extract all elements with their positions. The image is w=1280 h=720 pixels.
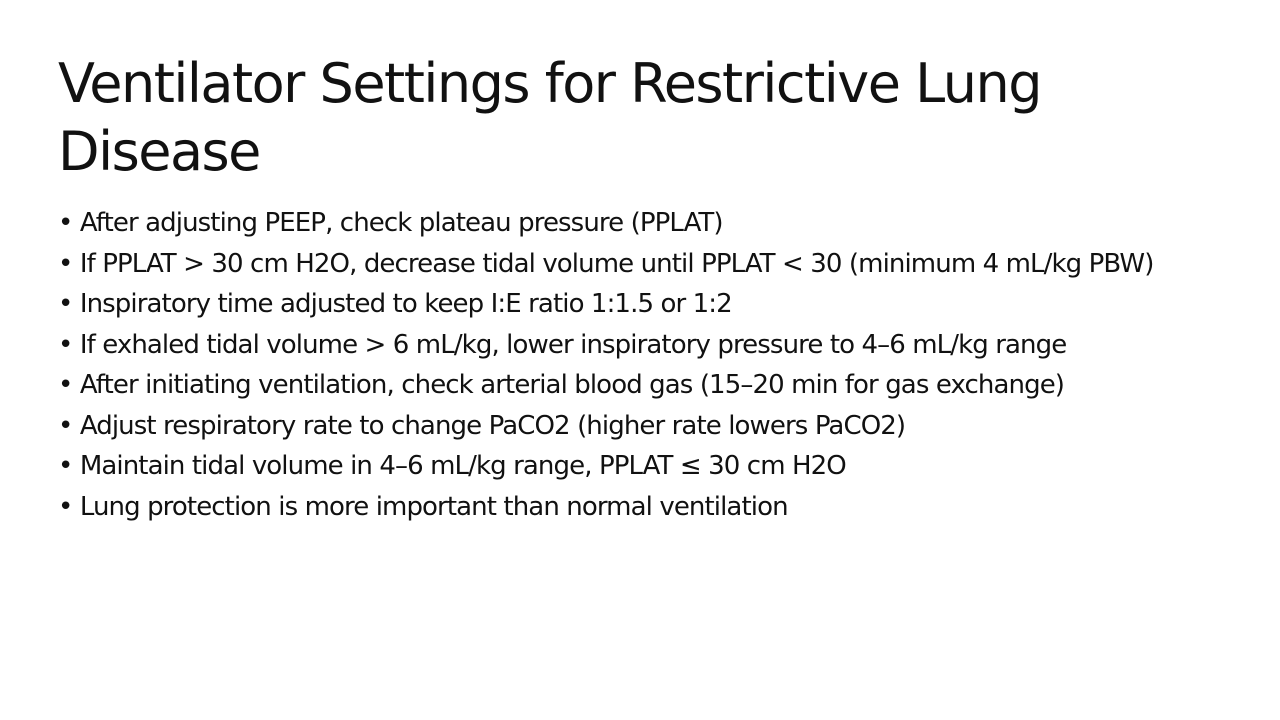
- bullet-item: [58, 328, 1238, 363]
- bullet-text: Adjust respiratory rate to change PaCO2 (higher rate lowers PaCO2): [79, 410, 906, 441]
- bullet-list: [58, 206, 1238, 525]
- bullet-icon: •: [58, 451, 73, 481]
- bullet-item: [58, 409, 1238, 444]
- bullet-item: [58, 247, 1238, 282]
- bullet-icon: •: [58, 370, 73, 400]
- slide: [58, 50, 1238, 530]
- bullet-icon: •: [58, 491, 73, 522]
- bullet-icon: •: [58, 248, 73, 279]
- bullet-text: If exhaled tidal volume > 6 mL/kg, lower inspiratory pressure to 4–6 mL/kg range: [79, 329, 1067, 360]
- bullet-item: [58, 287, 1238, 322]
- bullet-icon: •: [58, 329, 73, 360]
- bullet-text: After adjusting PEEP, check plateau pressure (PPLAT): [79, 208, 723, 238]
- bullet-text: Inspiratory time adjusted to keep I:E ratio 1:1.5 or 1:2: [79, 289, 732, 319]
- bullet-item: [58, 490, 1238, 525]
- bullet-icon: •: [58, 208, 73, 238]
- bullet-text: If PPLAT > 30 cm H2O, decrease tidal volume until PPLAT < 30 (minimum 4 mL/kg PBW): [79, 248, 1154, 279]
- bullet-text: Maintain tidal volume in 4–6 mL/kg range, PPLAT ≤ 30 cm H2O: [79, 451, 846, 481]
- bullet-text: After initiating ventilation, check arterial blood gas (15–20 min for gas exchange): [79, 370, 1065, 400]
- bullet-item: [58, 206, 1238, 241]
- bullet-text: Lung protection is more important than normal ventilation: [79, 491, 788, 522]
- bullet-icon: •: [58, 410, 73, 441]
- slide-title: Ventilator Settings for Restrictive Lung Disease: [58, 52, 1042, 183]
- bullet-item: [58, 449, 1238, 484]
- bullet-icon: •: [58, 289, 73, 319]
- bullet-item: [58, 368, 1238, 403]
